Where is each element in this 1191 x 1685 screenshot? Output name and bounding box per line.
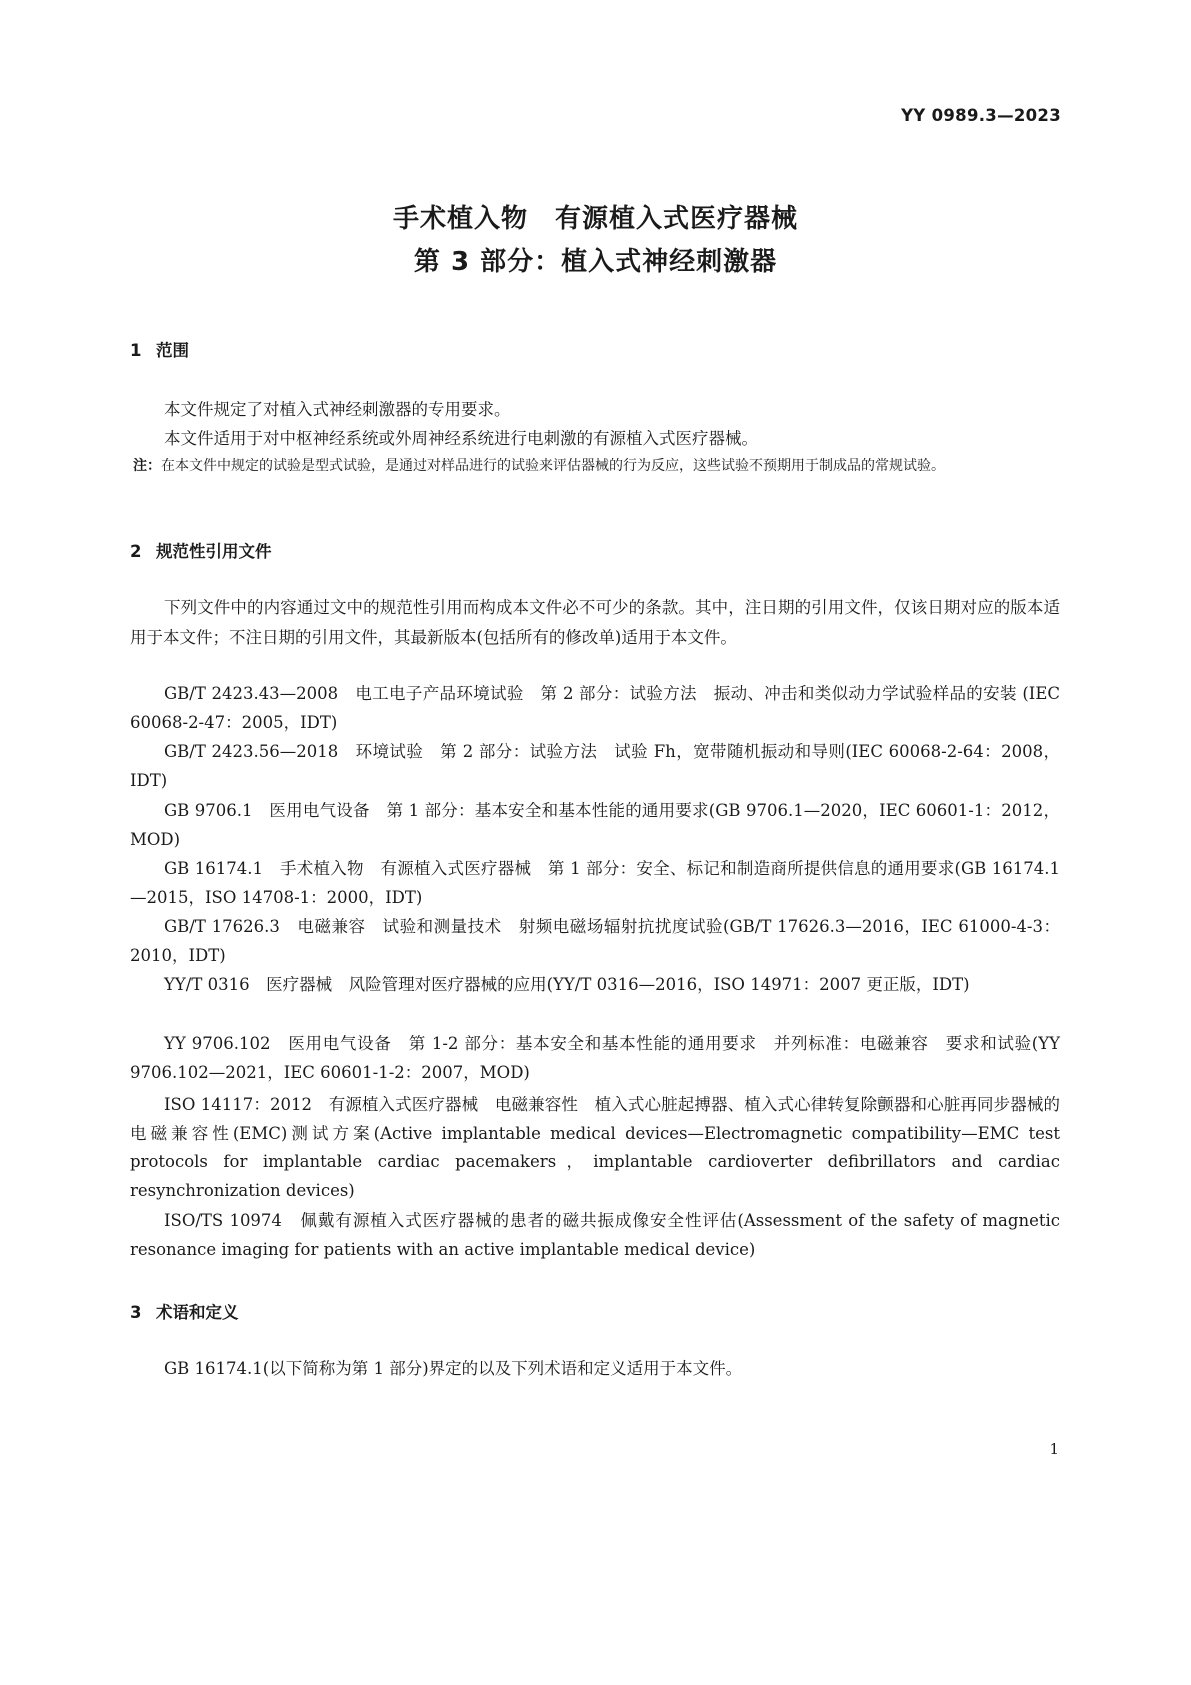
section-title: 范围 [156,341,189,360]
title-line-2: 第 3 部分：植入式神经刺激器 [413,247,778,277]
page-number: 1 [1049,1440,1059,1458]
reference-entry: GB/T 17626.3 电磁兼容 试验和测量技术 射频电磁场辐射抗扰度试验(GB/T 17626.3—2016，IEC 61000-4-3：2010，IDT) [130,917,1060,965]
title-line-1: 手术植入物 有源植入式医疗器械 [392,204,798,234]
paragraph: 本文件规定了对植入式神经刺激器的专用要求。 [164,400,511,419]
section-2-heading [130,538,272,562]
reference-entry: YY/T 0316 医疗器械 风险管理对医疗器械的应用(YY/T 0316—2016，ISO 14971：2007 更正版，IDT) [164,975,970,994]
section-title: 术语和定义 [156,1303,239,1322]
paragraph: 本文件适用于对中枢神经系统或外周神经系统进行电刺激的有源植入式医疗器械。 [164,429,758,448]
reference-entry: GB/T 2423.43—2008 电工电子产品环境试验 第 2 部分：试验方法 振动、冲击和类似动力学试验样品的安装 (IEC 60068-2-47：2005，IDT) [130,684,1060,732]
reference-entry: ISO 14117：2012 有源植入式医疗器械 电磁兼容性 植入式心脏起搏器、植入式心律转复除颤器和心脏再同步器械的电磁兼容性(EMC)测试方案(Active implantable medical devices—Electromagnetic compatibility—EMC test protocols for implantable cardiac pacemakers，implantable cardioverter defibrillators and cardiac resynchronization devices) [130,1095,1060,1200]
section-number: 3 [130,1303,142,1322]
reference-entry: GB 16174.1 手术植入物 有源植入式医疗器械 第 1 部分：安全、标记和制造商所提供信息的通用要求(GB 16174.1—2015，ISO 14708-1：2000，IDT) [130,859,1060,907]
reference-entry: GB/T 2423.56—2018 环境试验 第 2 部分：试验方法 试验 Fh，宽带随机振动和导则(IEC 60068-2-64：2008，IDT) [130,742,1060,790]
section-title: 规范性引用文件 [156,542,272,561]
section-1-heading [130,337,189,361]
paragraph: GB 16174.1(以下简称为第 1 部分)界定的以及下列术语和定义适用于本文件。 [164,1359,743,1378]
reference-entry: YY 9706.102 医用电气设备 第 1-2 部分：基本安全和基本性能的通用要求 并列标准：电磁兼容 要求和试验(YY 9706.102—2021，IEC 60601-1-2：2007，MOD) [130,1034,1060,1082]
reference-entry: ISO/TS 10974 佩戴有源植入式医疗器械的患者的磁共振成像安全性评估(Assessment of the safety of magnetic resonance imaging for patients with an active implantable medical device) [130,1211,1060,1259]
section-number: 1 [130,341,142,360]
section-3-heading [130,1299,239,1323]
note-text: 在本文件中规定的试验是型式试验，是通过对样品进行的试验来评估器械的行为反应，这些试验不预期用于制成品的常规试验。 [161,458,945,474]
reference-entry: GB 9706.1 医用电气设备 第 1 部分：基本安全和基本性能的通用要求(GB 9706.1—2020，IEC 60601-1：2012，MOD) [130,801,1060,849]
note-label: 注： [133,458,161,474]
paragraph: 下列文件中的内容通过文中的规范性引用而构成本文件必不可少的条款。其中，注日期的引用文件，仅该日期对应的版本适用于本文件；不注日期的引用文件，其最新版本(包括所有的修改单)适用于本文件。 [130,598,1060,647]
note [133,452,1060,480]
document-id: YY 0989.3—2023 [901,106,1061,125]
section-number: 2 [130,542,142,561]
